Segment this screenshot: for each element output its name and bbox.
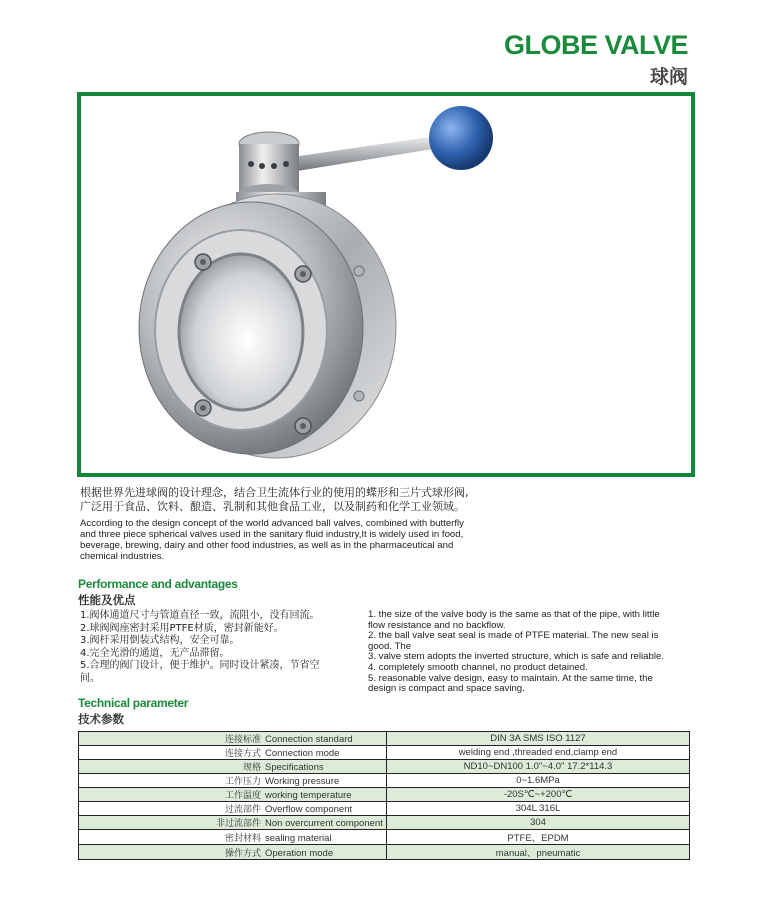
param-value: 0~1.6MPa bbox=[387, 774, 690, 788]
list-item: flow resistance and no backflow. bbox=[368, 619, 506, 631]
performance-heading-cn: 性能及优点 bbox=[78, 593, 136, 607]
param-name-en: working temperature bbox=[265, 790, 352, 801]
list-item: design is compact and space saving. bbox=[368, 683, 525, 695]
param-name-en: Specifications bbox=[265, 762, 324, 773]
param-name-cell bbox=[79, 830, 387, 845]
param-name-cell bbox=[79, 760, 387, 774]
table-row bbox=[79, 746, 690, 760]
list-item: 3. valve stem adopts the inverted structure, which is safe and reliable. bbox=[368, 651, 664, 663]
param-name-cn: 过流部件 bbox=[224, 805, 261, 815]
performance-list-en bbox=[368, 610, 693, 695]
list-item: 1.阀体通道尺寸与管道直径一致，流阻小，没有回流。 bbox=[80, 610, 320, 621]
param-name-cell bbox=[79, 845, 387, 860]
param-value: DIN 3A SMS ISO 1127 bbox=[387, 732, 690, 746]
param-name-cell bbox=[79, 816, 387, 830]
intro-en-line: According to the design concept of the world advanced ball valves, combined with butterfly bbox=[80, 518, 464, 529]
list-item: 5.合理的阀门设计，便于维护。同时设计紧凑，节省空 bbox=[80, 660, 320, 671]
param-name-en: Connection mode bbox=[265, 748, 340, 759]
table-row bbox=[79, 774, 690, 788]
page-title-cn: 球阀 bbox=[649, 66, 688, 88]
param-name-cn: 连接标准 bbox=[224, 735, 261, 745]
param-name-en: Working pressure bbox=[265, 776, 340, 787]
list-item: good. The bbox=[368, 640, 412, 652]
param-value: 304L 316L bbox=[387, 802, 690, 816]
param-name-cn: 连接方式 bbox=[224, 749, 261, 759]
intro-cn-line: 广泛用于食品、饮料、酿造、乳制和其他食品工业，以及制药和化学工业领域。 bbox=[80, 500, 465, 513]
page-title: GLOBE VALVE bbox=[503, 30, 688, 60]
param-name-cell bbox=[79, 788, 387, 802]
spec-table bbox=[78, 731, 690, 860]
param-value: PTFE、EPDM bbox=[387, 830, 690, 845]
param-name-en: Overflow component bbox=[265, 804, 353, 815]
param-name-en: Connection standard bbox=[265, 734, 353, 745]
intro-en-line: beverage, brewing, dairy and other food industries, as well as in the pharmaceutical and bbox=[80, 540, 454, 551]
param-name-en: Non overcurrent component bbox=[265, 818, 383, 829]
intro-cn bbox=[80, 486, 530, 514]
param-name-en: Operation mode bbox=[265, 847, 334, 859]
product-photo-frame bbox=[77, 92, 695, 477]
list-item: 2. the ball valve seat seal is made of PTFE material. The new seal is bbox=[368, 630, 659, 642]
param-value: manual、pneumatic bbox=[387, 845, 690, 860]
list-item: 1. the size of the valve body is the same as that of the pipe, with little bbox=[368, 609, 660, 620]
list-item: 间。 bbox=[80, 672, 100, 684]
param-name-cn: 非过流部件 bbox=[215, 819, 261, 829]
performance-list-cn bbox=[80, 610, 350, 685]
list-item: 5. reasonable valve design, easy to maintain. At the same time, the bbox=[368, 672, 653, 684]
param-value: welding end ,threaded end,clamp end bbox=[387, 746, 690, 760]
param-name-cn: 操作方式 bbox=[224, 848, 261, 859]
param-name-cn: 工作压力 bbox=[224, 777, 261, 787]
param-value: -20S℃~+200℃ bbox=[387, 788, 690, 802]
list-item: 2.球阀阀座密封采用PTFE材质，密封新能好。 bbox=[80, 622, 284, 634]
table-row bbox=[79, 732, 690, 746]
param-name-cell bbox=[79, 774, 387, 788]
technical-heading-cn: 技术参数 bbox=[78, 712, 124, 726]
param-name-cn: 规格 bbox=[242, 763, 261, 773]
param-name-cell bbox=[79, 746, 387, 760]
table-row bbox=[79, 845, 690, 860]
list-item: 4. completely smooth channel, no product detained. bbox=[368, 661, 588, 673]
param-name-cn: 工作温度 bbox=[224, 791, 261, 801]
param-name-cell bbox=[79, 802, 387, 816]
table-row bbox=[79, 760, 690, 774]
list-item: 4.完全光滑的通道，无产品滞留。 bbox=[80, 647, 230, 659]
performance-heading-en: Performance and advantages bbox=[78, 577, 238, 591]
table-row bbox=[79, 816, 690, 830]
table-row bbox=[79, 802, 690, 816]
param-name-cn: 密封材料 bbox=[224, 833, 261, 844]
butterfly-valve-photo bbox=[81, 96, 691, 473]
table-row bbox=[79, 788, 690, 802]
intro-en bbox=[80, 518, 510, 562]
param-name-cell bbox=[79, 732, 387, 746]
table-row bbox=[79, 830, 690, 845]
intro-en-line: chemical industries. bbox=[80, 551, 165, 562]
param-value: ND10~DN100 1.0"~4.0" 17.2*114.3 bbox=[387, 760, 690, 774]
param-name-en: sealing material bbox=[265, 832, 332, 844]
param-value: 304 bbox=[387, 816, 690, 830]
intro-en-line: and three piece spherical valves used in the sanitary fluid industry,It is widely used in food, bbox=[80, 529, 464, 540]
technical-heading-en: Technical parameter bbox=[78, 696, 189, 710]
list-item: 3.阀杆采用倒装式结构，安全可靠。 bbox=[80, 635, 240, 646]
intro-cn-line: 根据世界先进球阀的设计理念，结合卫生流体行业的使用的蝶形和三片式球形阀, bbox=[80, 486, 469, 499]
